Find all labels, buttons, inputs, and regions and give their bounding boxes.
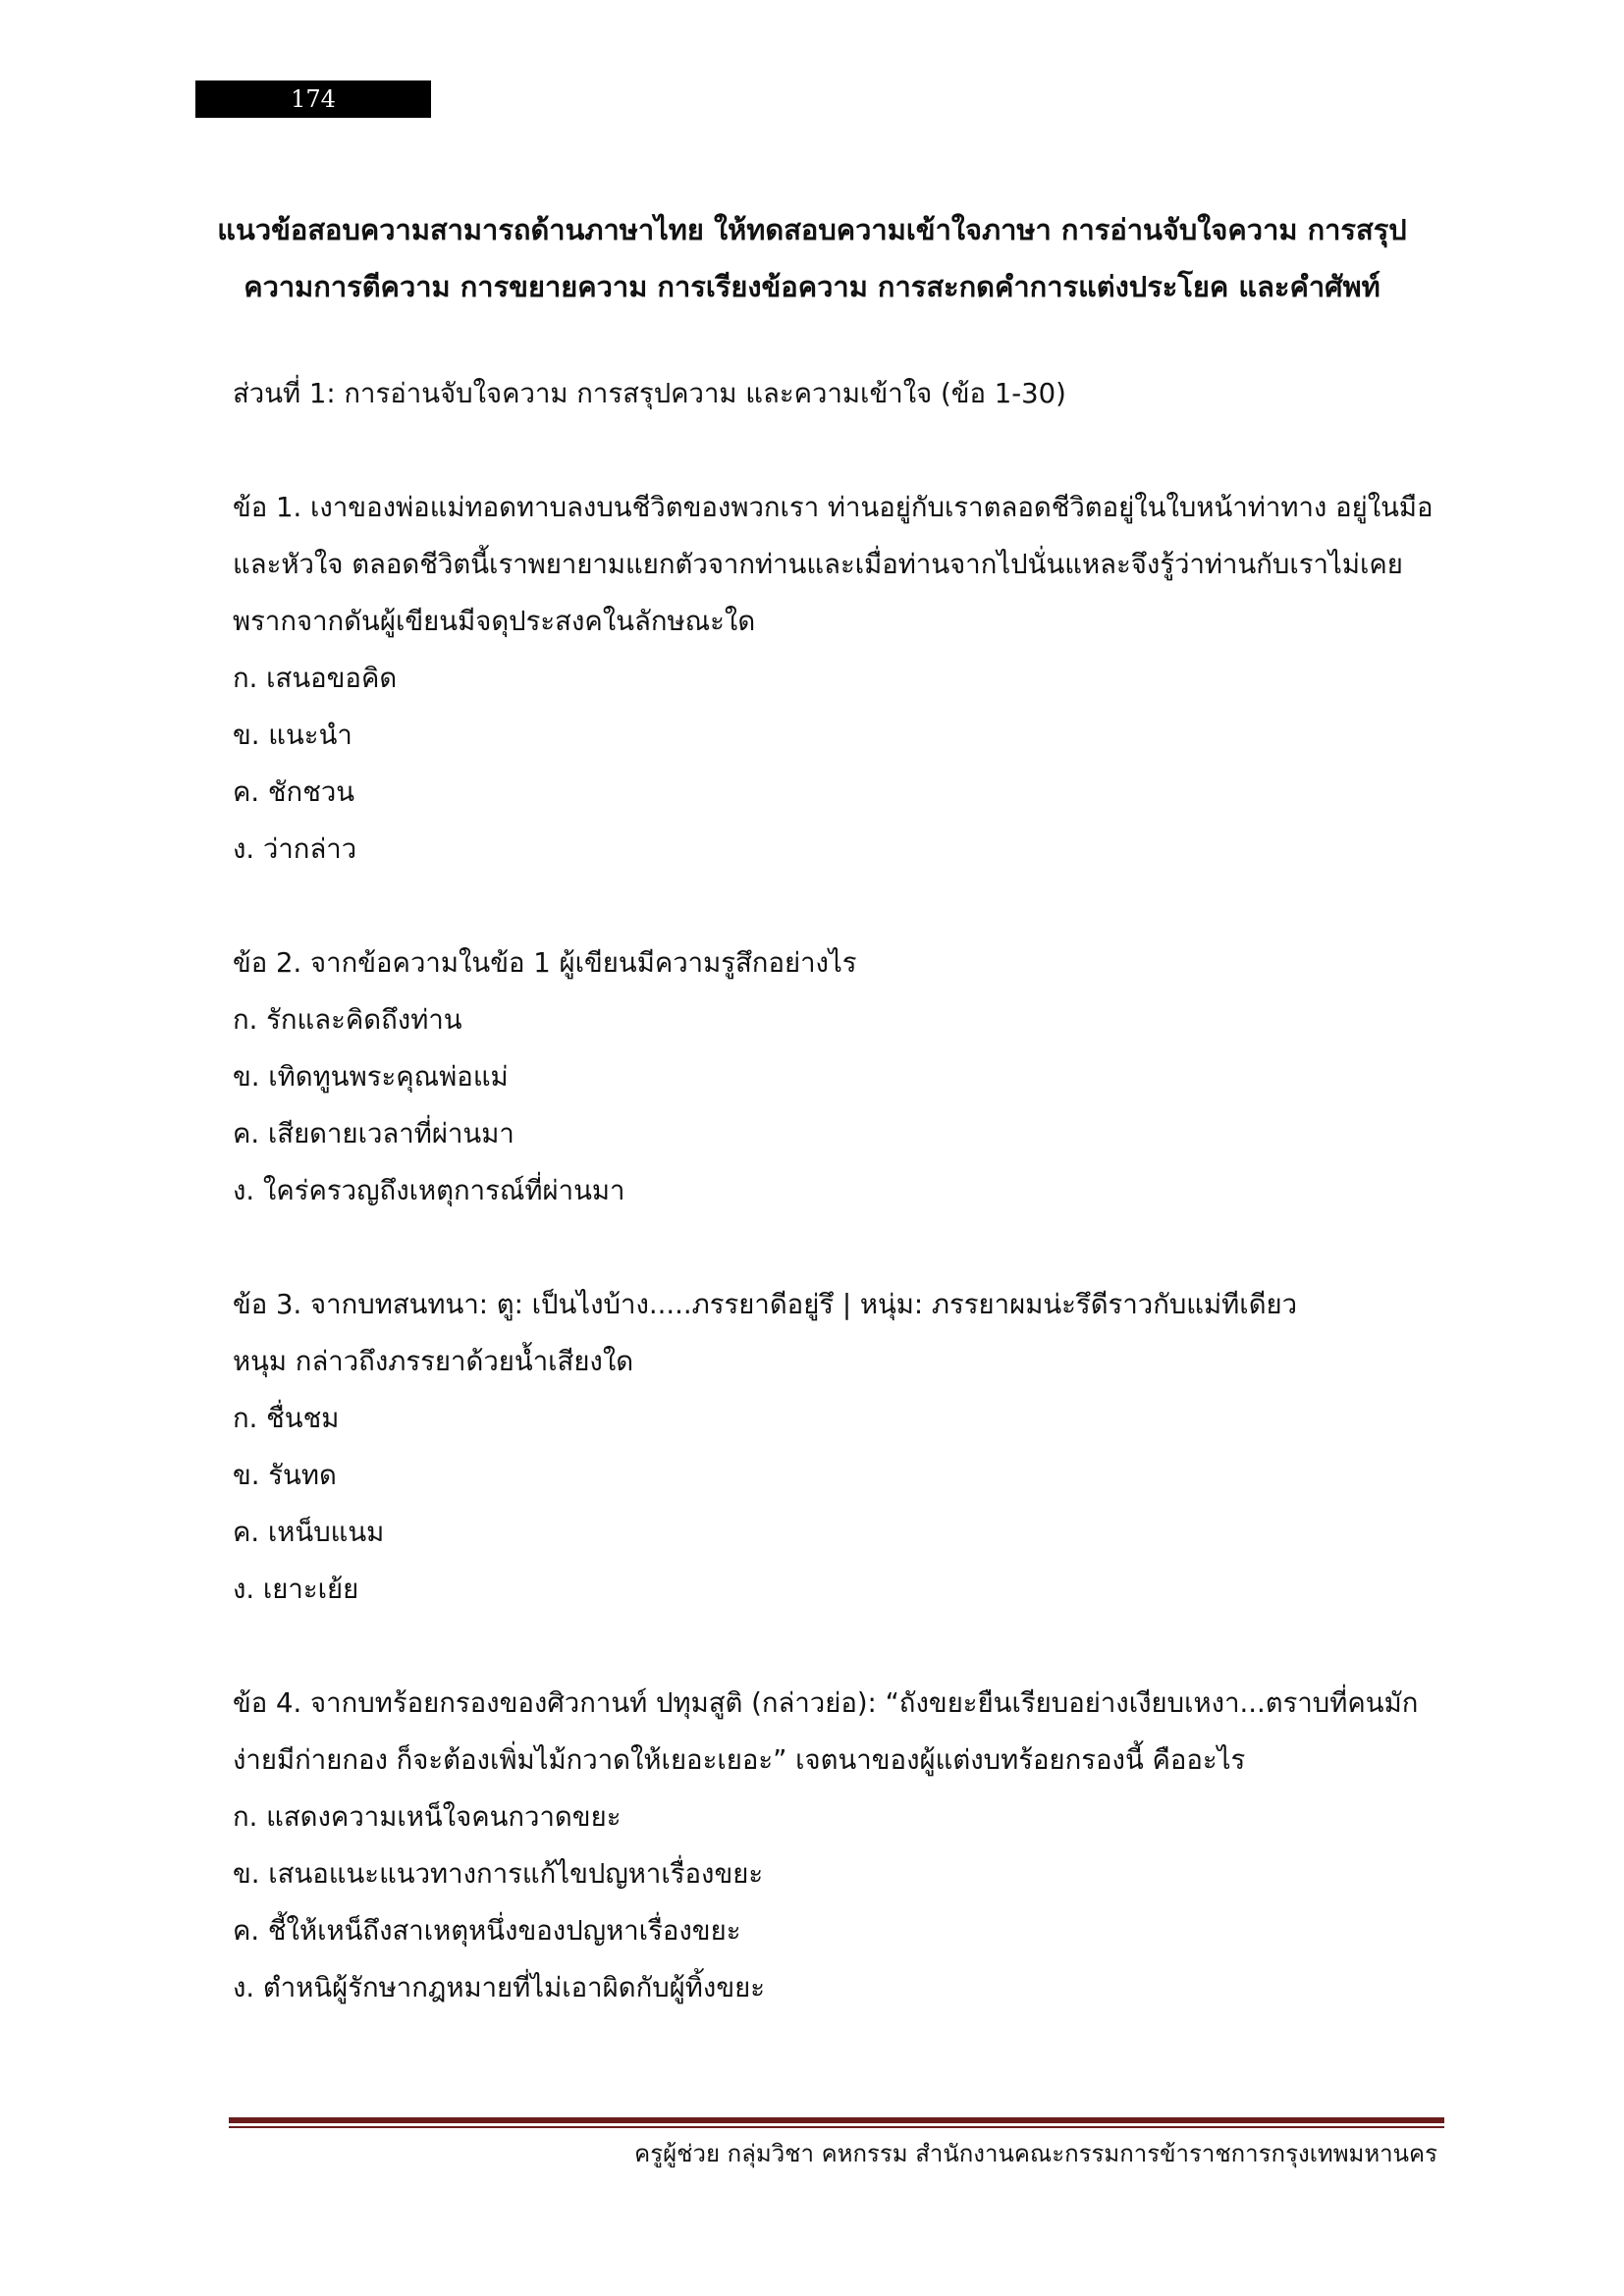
answer-choice: ก. ชื่นชม [233, 1403, 340, 1434]
question-text-line: ข้อ 4. จากบทร้อยกรองของศิวกานท์ ปทุมสูติ (กล่าวย่อ): “ถังขยะยืนเรียบอย่างเงียบเหงา...ตราบที่คนมัก [233, 1687, 1419, 1719]
question-3 [233, 1276, 1440, 1618]
answer-choice: ค. เหน็บแนม [233, 1517, 385, 1548]
answer-choice: ก. รักและคิดถึงท่าน [233, 1004, 462, 1036]
answer-choice: ง. ตำหนิผู้รักษากฎหมายที่ไม่เอาผิดกับผู้ทิ้งขยะ [233, 1972, 766, 2003]
question-2 [233, 934, 1440, 1219]
page-number: 174 [195, 80, 431, 118]
question-text-line: พรากจากดันผู้เขียนมีจดุประสงคในลักษณะใด [233, 606, 756, 637]
title-line-2: ความการตีความ การขยายความ การเรียงข้อความ การสะกดคำการแต่งประโยค และคำศัพท์ [244, 270, 1380, 303]
answer-choice: ข. รันทด [233, 1460, 337, 1491]
answer-choice: ง. ว่ากล่าว [233, 833, 357, 865]
answer-choice: ก. แสดงความเหน็ใจคนกวาดขยะ [233, 1801, 622, 1833]
section-heading: ส่วนที่ 1: การอ่านจับใจความ การสรุปความ และความเข้าใจ (ข้อ 1-30) [233, 378, 1066, 409]
title-line-1: แนวข้อสอบความสามารถด้านภาษาไทย ให้ทดสอบความเข้าใจภาษา การอ่านจับใจความ การสรุป [217, 213, 1407, 246]
question-1 [233, 479, 1440, 878]
question-text-line: ข้อ 1. เงาของพ่อแม่ทอดทาบลงบนชีวิตของพวกเรา ท่านอยู่กับเราตลอดชีวิตอยู่ในใบหน้าท่าทาง อยู่ในมือ [233, 492, 1434, 523]
document-title [147, 201, 1477, 315]
answer-choice: ข. แนะนำ [233, 720, 352, 751]
footer-divider-thick [229, 2117, 1444, 2123]
footer-divider-thin [229, 2126, 1444, 2128]
question-text-line: ข้อ 2. จากข้อความในข้อ 1 ผู้เขียนมีความรูสึกอย่างไร [233, 947, 857, 979]
answer-choice: ง. เยาะเย้ย [233, 1574, 359, 1605]
question-text-line: ง่ายมีก่ายกอง ก็จะต้องเพิ่มไม้กวาดให้เยอะเยอะ” เจตนาของผู้แต่งบทร้อยกรองนี้ คืออะไร [233, 1744, 1246, 1776]
answer-choice: ง. ใคร่ครวญถึงเหตุการณ์ที่ผ่านมา [233, 1175, 625, 1206]
document-body [233, 365, 1440, 2016]
footer-text: ครูผู้ช่วย กลุ่มวิชา คหกรรม สำนักงานคณะกรรมการข้าราชการกรุงเทพมหานคร [634, 2140, 1437, 2167]
answer-choice: ค. เสียดายเวลาที่ผ่านมา [233, 1118, 514, 1149]
answer-choice: ค. ชี้ให้เหน็ถึงสาเหตุหนึ่งของปญหาเรื่องขยะ [233, 1915, 741, 1947]
answer-choice: ค. ชักชวน [233, 776, 355, 808]
answer-choice: ข. เทิดทูนพระคุณพ่อแม่ [233, 1061, 509, 1093]
answer-choice: ก. เสนอขอคิด [233, 663, 398, 694]
question-text-line: และหัวใจ ตลอดชีวิตนี้เราพยายามแยกตัวจากท่านและเมื่อท่านจากไปนั่นแหละจึงรู้ว่าท่านกับเราไม่เคย [233, 549, 1403, 580]
answer-choice: ข. เสนอแนะแนวทางการแก้ไขปญหาเรื่องขยะ [233, 1858, 764, 1890]
question-text-line: หนุม กล่าวถึงภรรยาด้วยน้ำเสียงใด [233, 1346, 634, 1377]
question-4 [233, 1675, 1440, 2016]
question-text-line: ข้อ 3. จากบทสนทนา: ตู: เป็นไงบ้าง.....ภรรยาดีอยู่รึ | หนุ่ม: ภรรยาผมน่ะรึดีราวกับแม่ทีเดียว [233, 1289, 1298, 1320]
